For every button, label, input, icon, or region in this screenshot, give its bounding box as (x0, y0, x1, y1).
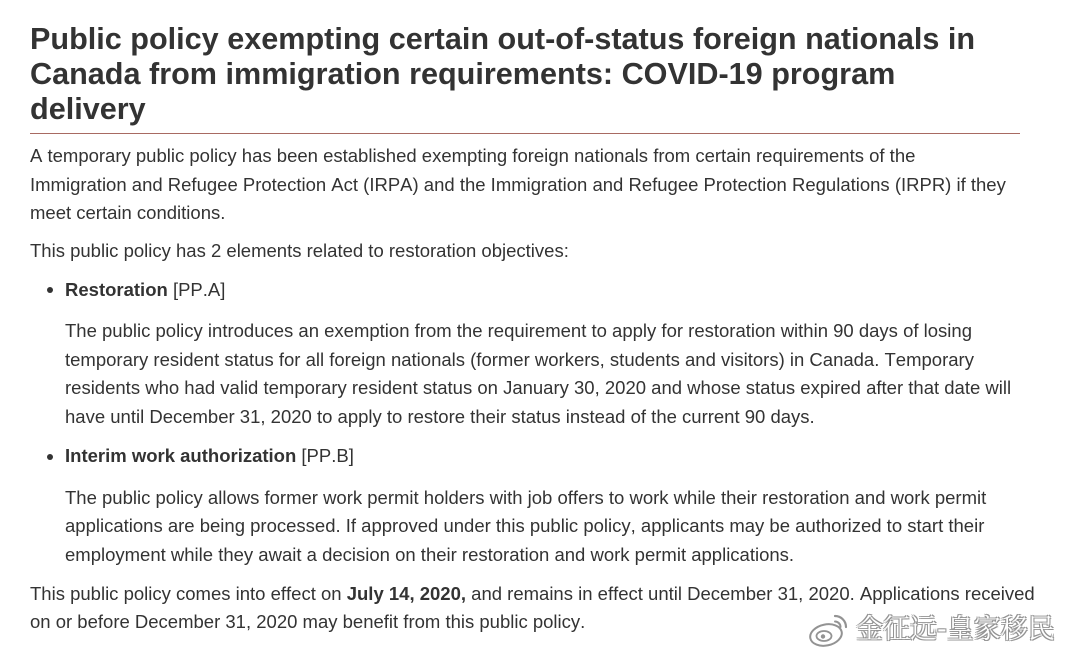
description-line: residents who had valid temporary resident status on January 30, 2020 and whose status expired after that date will (65, 377, 1012, 399)
description-line: temporary resident status for all foreign nationals (former workers, students and visitors) in Canada. Temporary (65, 348, 974, 370)
title-underline (30, 133, 1020, 134)
description-line: employment while they await a decision on their restoration and work permit applications. (65, 543, 795, 565)
list-item-interim-work-authorization (30, 442, 1070, 569)
intro-line: Immigration and Refugee Protection Act (IRPA) and the Immigration and Refugee Protection Regulations (IRPR) if they (30, 173, 1006, 195)
watermark-text: 金征远-皇家移民 (856, 614, 1055, 645)
effective-text-after: and remains in effect until December 31, 2020. Applications received (466, 582, 1035, 604)
intro-line: A temporary public policy has been established exempting foreign nationals from certain requirements of the (30, 145, 916, 166)
effective-line: on or before December 31, 2020 may benefit from this public policy. (30, 611, 586, 633)
element-reference: [PP.B] (301, 445, 354, 467)
element-description (65, 317, 1070, 431)
effective-date: July 14, 2020, (346, 582, 467, 604)
policy-elements-list (30, 276, 1070, 569)
intro-line: meet certain conditions. (30, 202, 226, 224)
list-item-heading (65, 442, 1070, 471)
effective-text-before: This public policy comes into effect on (30, 582, 347, 604)
page-title: Public policy exempting certain out-of-status foreign nationals in Canada from immigration requirements: COVID-19 program delivery (30, 22, 976, 126)
description-line: have until December 31, 2020 to apply to restore their status instead of the current 90 days. (65, 406, 815, 428)
element-term: Interim work authorization (65, 445, 297, 467)
description-line: applications are being processed. If approved under this public policy, applicants may be authorized to start their (65, 515, 985, 537)
list-item-heading (65, 276, 1070, 305)
element-term: Restoration (65, 278, 168, 300)
description-line: The public policy introduces an exemption from the requirement to apply for restoration within 90 days of losing (65, 320, 972, 342)
weibo-icon (808, 612, 850, 648)
effective-line (30, 580, 1070, 609)
description-line: The public policy allows former work permit holders with job offers to work while their restoration and work permit (65, 486, 987, 508)
list-item-restoration (30, 276, 1070, 432)
element-reference: [PP.A] (172, 278, 226, 300)
intro-paragraph (30, 142, 1070, 228)
watermark (808, 610, 1072, 650)
bullet-marker (47, 454, 53, 460)
main-content (30, 142, 1070, 637)
element-description (65, 484, 1070, 570)
bullet-marker (47, 287, 53, 293)
elements-lead-paragraph: This public policy has 2 elements related to restoration objectives: (30, 239, 569, 261)
